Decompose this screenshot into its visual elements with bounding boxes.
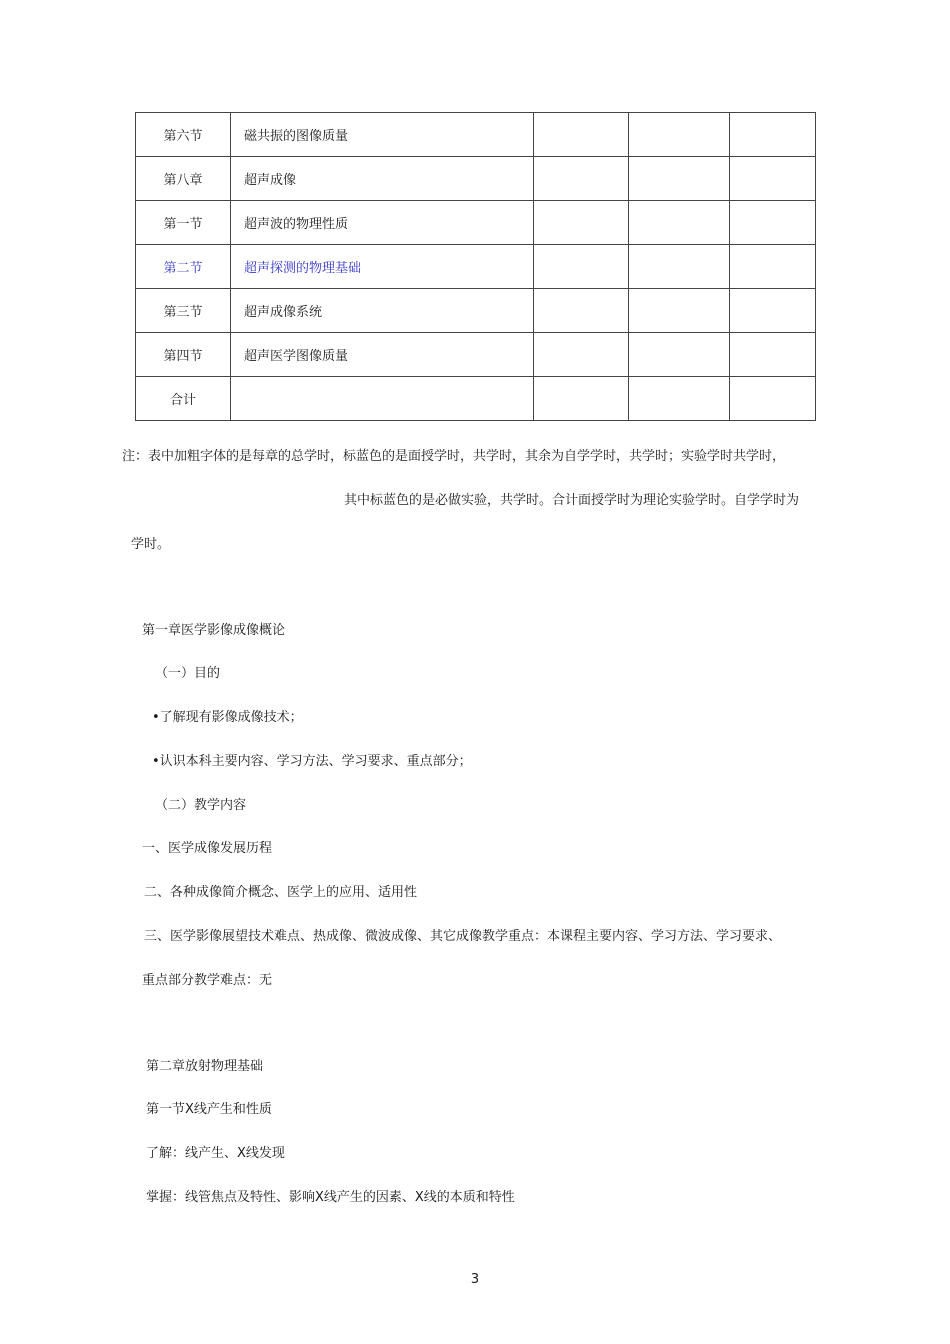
- table-row: [136, 201, 816, 245]
- empty-cell: [730, 201, 816, 245]
- table-row: [136, 245, 816, 289]
- chapter1-content-heading: （二）教学内容: [155, 798, 247, 813]
- table-row: [136, 113, 816, 157]
- title-cell: 超声医学图像质量: [231, 333, 534, 377]
- chapter2-understand: 了解：线产生、X线发现: [146, 1146, 285, 1161]
- empty-cell: [629, 157, 730, 201]
- empty-cell: [730, 157, 816, 201]
- content-item: 一、医学成像发展历程: [142, 841, 273, 856]
- title-cell: [231, 377, 534, 421]
- content-item: 三、医学影像展望技术难点、热成像、微波成像、其它成像教学重点：本课程主要内容、学习方法、学习要求、: [144, 929, 782, 944]
- title-cell: 磁共振的图像质量: [231, 113, 534, 157]
- content-item: 二、各种成像简介概念、医学上的应用、适用性: [144, 885, 418, 900]
- empty-cell: [629, 333, 730, 377]
- empty-cell: [730, 245, 816, 289]
- chapter2-title: 第二章放射物理基础: [146, 1059, 264, 1074]
- empty-cell: [730, 333, 816, 377]
- empty-cell: [629, 113, 730, 157]
- goal-item: •认识本科主要内容、学习方法、学习要求、重点部分；: [152, 754, 472, 769]
- note-line-1: 注：表中加粗字体的是每章的总学时，标蓝色的是面授学时，共学时，其余为自学学时，共学时；实验学时共学时，: [122, 449, 786, 464]
- content-item: 重点部分教学难点：无: [142, 973, 273, 988]
- title-cell: 超声探测的物理基础: [231, 245, 534, 289]
- empty-cell: [534, 289, 629, 333]
- empty-cell: [730, 113, 816, 157]
- section-cell: 第六节: [136, 113, 231, 157]
- section-cell: 第一节: [136, 201, 231, 245]
- empty-cell: [534, 333, 629, 377]
- section-cell: 第四节: [136, 333, 231, 377]
- empty-cell: [730, 289, 816, 333]
- empty-cell: [534, 201, 629, 245]
- empty-cell: [534, 113, 629, 157]
- table-row: [136, 157, 816, 201]
- empty-cell: [534, 245, 629, 289]
- section-cell: 第八章: [136, 157, 231, 201]
- title-cell: 超声成像系统: [231, 289, 534, 333]
- table-row: [136, 377, 816, 421]
- empty-cell: [534, 157, 629, 201]
- table-row: [136, 333, 816, 377]
- empty-cell: [629, 289, 730, 333]
- page-number: 3: [470, 1272, 480, 1287]
- note-line-2: 其中标蓝色的是必做实验，共学时。合计面授学时为理论实验学时。自学学时为: [344, 493, 800, 508]
- section-cell: 合计: [136, 377, 231, 421]
- chapter1-title: 第一章医学影像成像概论: [142, 623, 286, 638]
- chapter2-master: 掌握：线管焦点及特性、影响X线产生的因素、X线的本质和特性: [146, 1190, 515, 1205]
- table-row: [136, 289, 816, 333]
- title-cell: 超声波的物理性质: [231, 201, 534, 245]
- empty-cell: [629, 245, 730, 289]
- empty-cell: [730, 377, 816, 421]
- title-cell: 超声成像: [231, 157, 534, 201]
- goal-item: •了解现有影像成像技术；: [152, 710, 303, 725]
- section-cell: 第三节: [136, 289, 231, 333]
- empty-cell: [629, 377, 730, 421]
- section-cell: 第二节: [136, 245, 231, 289]
- empty-cell: [534, 377, 629, 421]
- syllabus-table: [135, 112, 816, 421]
- chapter2-section1: 第一节X线产生和性质: [146, 1102, 272, 1117]
- empty-cell: [629, 201, 730, 245]
- note-line-3: 学时。: [131, 537, 171, 552]
- chapter1-goal-heading: （一）目的: [155, 666, 221, 681]
